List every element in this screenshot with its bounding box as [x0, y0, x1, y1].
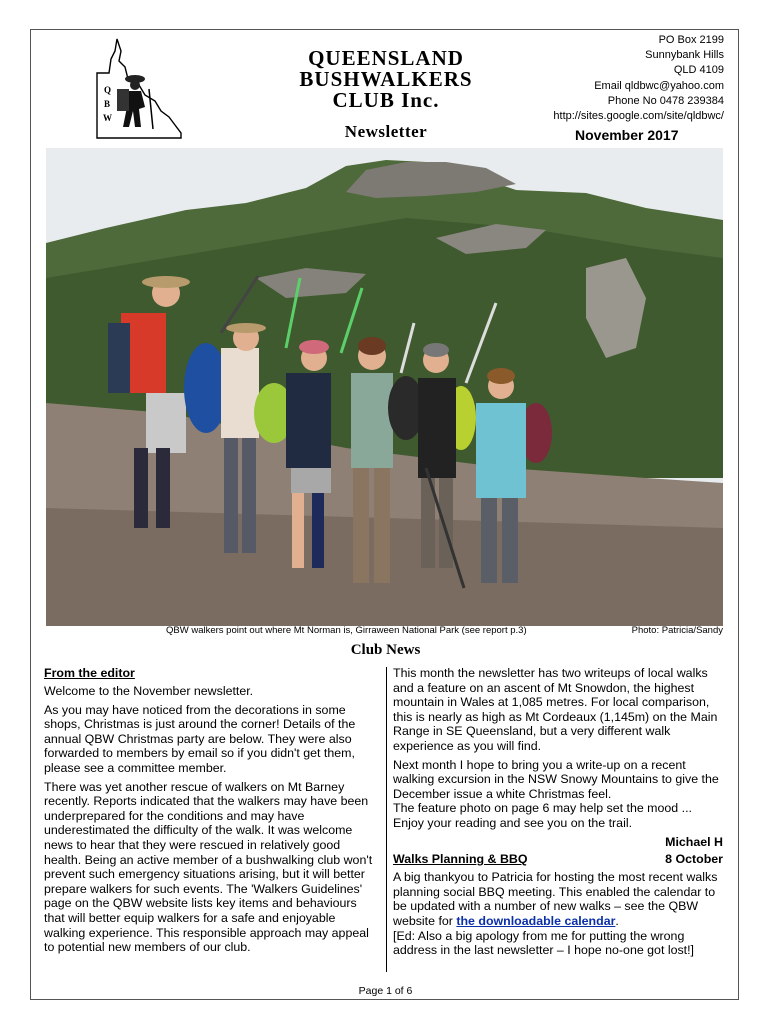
- club-name-line-1: QUEENSLAND: [308, 46, 464, 70]
- contact-email[interactable]: Email qldbwc@yahoo.com: [594, 79, 724, 92]
- column-divider: [386, 667, 387, 972]
- walks-heading-row: [393, 852, 723, 867]
- right-column: [393, 666, 723, 962]
- logo-letter-w: W: [103, 113, 112, 123]
- calendar-link[interactable]: the downloadable calendar: [456, 913, 616, 928]
- contact-block: [553, 33, 724, 124]
- club-name: [256, 48, 516, 111]
- logo-letter-b: B: [104, 99, 111, 109]
- contact-website[interactable]: http://sites.google.com/site/qldbwc/: [553, 110, 724, 123]
- editor-paragraph-2: As you may have noticed from the decorations in some shops, Christmas is just around the corner! Details of the annual QBW Christmas party are below. They were also forwarded to members by email so if you didn't get them, please see a committee member.: [44, 702, 356, 775]
- walks-text-end: .: [615, 913, 619, 928]
- editor-paragraph-1: Welcome to the November newsletter.: [44, 684, 254, 698]
- feature-photo: [46, 148, 723, 626]
- walks-paragraph: [393, 870, 723, 928]
- editor-signature: Michael H: [665, 834, 723, 849]
- photo-caption: QBW walkers point out where Mt Norman is, Girraween National Park (see report p.3): [166, 625, 527, 636]
- editor-heading: From the editor: [44, 666, 135, 680]
- contact-phone: Phone No 0478 239384: [607, 94, 724, 107]
- contact-suburb: Sunnybank Hills: [645, 49, 724, 62]
- club-name-line-2: BUSHWALKERS: [299, 67, 473, 91]
- contact-po-box: PO Box 2199: [658, 34, 724, 46]
- photo-credit: Photo: Patricia/Sandy: [631, 625, 723, 636]
- walks-date: 8 October: [665, 852, 723, 867]
- contact-state: QLD 4109: [673, 64, 724, 77]
- walks-heading: Walks Planning & BBQ: [393, 852, 528, 867]
- editor-paragraph-3: There was yet another rescue of walkers on Mt Barney recently. Reports indicated that the walkers may have been underprepared for the conditions and may have underestimated the difficulty of the walk. It was welcome news to hear that they were rescued in relatively good health. Being an active member of a bushwalking club won't prevent such emergency situations arising, but it will better prepare walkers for such events. The 'Walkers Guidelines' page on the QBW website lists key items and behaviours that will better equip walkers for a safe and enjoyable walking experience. This responsible approach may appeal to potential new members of our club.: [44, 779, 373, 955]
- logo-letter-q: Q: [104, 85, 112, 95]
- section-title: Club News: [350, 642, 421, 658]
- newsletter-title: Newsletter: [344, 122, 428, 141]
- intro-paragraph: This month the newsletter has two writeups of local walks and a feature on an ascent of Mt Snowdon, the highest mountain in Wales at 1,085 metres. For local comparison, this is nearly as high as Mt Cordeaux (1,145m) on the Main Range in SE Queensland, but a very different walk experience as you will find.: [393, 666, 718, 753]
- club-name-line-3: CLUB Inc.: [332, 88, 440, 112]
- walks-text: A big thankyou to Patricia for hosting the most recent walks planning social BBQ meeting. This enabled the calendar to be updated with a number of new walks – see the QBW website for: [393, 870, 718, 928]
- next-month-paragraph: Next month I hope to bring you a write-up on a recent walking excursion in the NSW Snowy Mountains to give the December issue a white Christmas feel.: [393, 757, 719, 801]
- left-column: [44, 666, 379, 959]
- feature-photo-paragraph: The feature photo on page 6 may help set the mood ... Enjoy your reading and see you on the trail.: [393, 801, 692, 830]
- club-logo: [95, 37, 183, 141]
- editor-note: [Ed: Also a big apology from me for putting the wrong address in the last newsletter – I hope no-one got lost!]: [393, 928, 694, 958]
- page-number: Page 1 of 6: [358, 985, 413, 997]
- issue-date: November 2017: [575, 127, 679, 143]
- newsletter-page: [30, 29, 739, 1000]
